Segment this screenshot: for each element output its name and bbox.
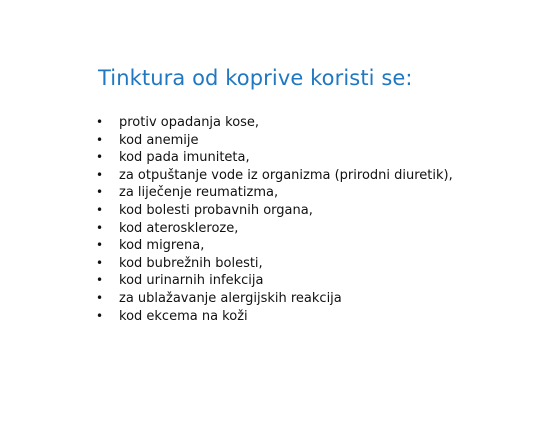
list-item — [96, 202, 453, 220]
list-item-text: kod urinarnih infekcija — [119, 273, 264, 289]
bullet-icon: • — [96, 115, 104, 129]
slide-title: Tinktura od koprive koristi se: — [98, 66, 413, 90]
bullet-icon: • — [96, 220, 104, 235]
list-item-text: za ublažavanje alergijskih reakcija — [119, 290, 342, 306]
list-item — [96, 114, 453, 132]
bullet-icon: • — [96, 202, 104, 217]
list-item-text: kod pada imuniteta, — [119, 150, 250, 166]
list-item — [96, 272, 453, 290]
list-item — [96, 132, 453, 150]
list-item-text: kod ekcema na koži — [119, 308, 248, 324]
bullet-icon: • — [96, 273, 104, 288]
bullet-icon: • — [96, 185, 104, 200]
list-item — [96, 220, 453, 238]
bullet-list — [96, 114, 453, 325]
list-item-text: kod bubrežnih bolesti, — [119, 255, 263, 271]
list-item — [96, 167, 453, 185]
list-item-text: kod ateroskleroze, — [119, 220, 239, 236]
bullet-icon: • — [96, 255, 104, 270]
bullet-icon: • — [96, 238, 104, 253]
list-item-text: za otpuštanje vode iz organizma (prirodni diuretik), — [119, 167, 453, 183]
bullet-icon: • — [96, 132, 104, 147]
list-item — [96, 308, 453, 326]
bullet-icon: • — [96, 290, 104, 305]
list-item-text: protiv opadanja kose, — [119, 115, 260, 130]
list-item-text: za liječenje reumatizma, — [119, 185, 279, 201]
list-item — [96, 255, 453, 273]
list-item — [96, 184, 453, 202]
bullet-icon: • — [96, 150, 104, 165]
bullet-icon: • — [96, 308, 104, 323]
list-item-text: kod anemije — [119, 132, 199, 148]
list-item — [96, 290, 453, 308]
bullet-icon: • — [96, 167, 104, 182]
list-item — [96, 149, 453, 167]
list-item-text: kod migrena, — [119, 238, 205, 254]
list-item-text: kod bolesti probavnih organa, — [119, 202, 313, 218]
list-item — [96, 237, 453, 255]
